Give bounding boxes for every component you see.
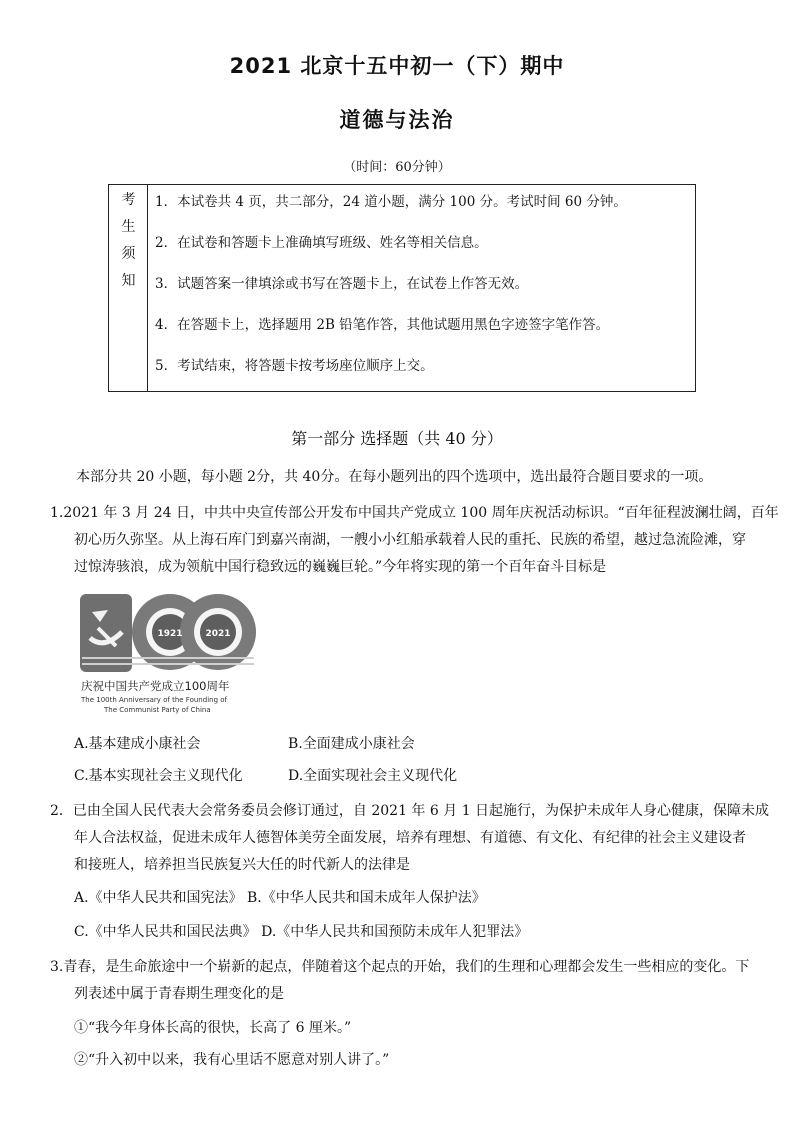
notice-box bbox=[108, 184, 696, 392]
option-a: A.基本建成小康社会 bbox=[74, 736, 201, 752]
question-text: 初心历久弥坚。从上海石库门到嘉兴南湖，一艘小小红船承载着人民的重托、民族的希望，越过急流险滩，穿 bbox=[74, 532, 746, 548]
logo-caption-en-1: The 100th Anniversary of the Founding of bbox=[81, 696, 227, 704]
statement-2: ②“升入初中以来，我有心里话不愿意对别人讲了。” bbox=[74, 1052, 390, 1068]
question-text: 3.青春，是生命旅途中一个崭新的起点，伴随着这个起点的开始，我们的生理和心理都会发生一些相应的变化。下 bbox=[50, 959, 750, 975]
question-text: 和接班人，培养担当民族复兴大任的时代新人的法律是 bbox=[74, 857, 410, 873]
notice-side-char: 生 bbox=[121, 219, 136, 235]
statement-1: ①“我今年身体长高的很快，长高了 6 厘米。” bbox=[74, 1020, 352, 1036]
question-text: 1.2021 年 3 月 24 日，中共中央宣传部公开发布中国共产党成立 100 周年庆祝活动标识。“百年征程波澜壮阔，百年 bbox=[50, 505, 779, 521]
question-text: 年人合法权益，促进未成年人德智体美劳全面发展，培养有理想、有道德、有文化、有纪律的社会主义建设者 bbox=[74, 830, 746, 846]
exam-time: （时间：60分钟） bbox=[343, 160, 451, 175]
subject-title: 道德与法治 bbox=[339, 108, 455, 132]
notice-item: 3．试题答案一律填涂或书写在答题卡上，在试卷上作答无效。 bbox=[155, 276, 529, 292]
option-c: C.基本实现社会主义现代化 bbox=[74, 768, 243, 784]
notice-item: 5．考试结束，将答题卡按考场座位顺序上交。 bbox=[155, 358, 434, 374]
option-line: A.《中华人民共和国宪法》 B.《中华人民共和国未成年人保护法》 bbox=[74, 890, 486, 906]
notice-item: 2．在试卷和答题卡上准确填写班级、姓名等相关信息。 bbox=[155, 235, 488, 251]
notice-side-char: 知 bbox=[121, 273, 136, 289]
notice-item: 1．本试卷共 4 页，共二部分，24 道小题，满分 100 分。考试时间 60 分钟。 bbox=[155, 194, 627, 210]
part-intro: 本部分共 20 小题，每小题 2分，共 40分。在每小题列出的四个选项中，选出最符合题目要求的一项。 bbox=[76, 469, 713, 485]
question-text: 列表述中属于青春期生理变化的是 bbox=[74, 986, 284, 1002]
notice-side-char: 须 bbox=[121, 246, 136, 262]
question-text: 过惊涛骇浪，成为领航中国行稳致远的巍巍巨轮。”今年将实现的第一个百年奋斗目标是 bbox=[74, 559, 607, 575]
option-line: C.《中华人民共和国民法典》 D.《中华人民共和国预防未成年人犯罪法》 bbox=[74, 924, 529, 940]
part-heading: 第一部分 选择题（共 40 分） bbox=[291, 429, 503, 448]
option-d: D.全面实现社会主义现代化 bbox=[288, 768, 458, 784]
logo-year-1921: 1921 bbox=[157, 629, 183, 639]
notice-side-char: 考 bbox=[121, 192, 136, 208]
logo-year-2021: 2021 bbox=[205, 629, 231, 639]
logo-caption-cn: 庆祝中国共产党成立100周年 bbox=[81, 679, 230, 693]
exam-title: 2021 北京十五中初一（下）期中 bbox=[229, 54, 565, 78]
logo-caption-en-2: The Communist Party of China bbox=[104, 706, 211, 714]
centenary-logo-image bbox=[78, 588, 258, 718]
notice-side-label bbox=[109, 185, 148, 391]
question-text: 2．已由全国人民代表大会常务委员会修订通过，自 2021 年 6 月 1 日起施行，为保护未成年人身心健康，保障未成 bbox=[50, 803, 770, 819]
option-b: B.全面建成小康社会 bbox=[288, 736, 415, 752]
notice-item: 4．在答题卡上，选择题用 2B 铅笔作答，其他试题用黑色字迹签字笔作答。 bbox=[155, 317, 610, 333]
